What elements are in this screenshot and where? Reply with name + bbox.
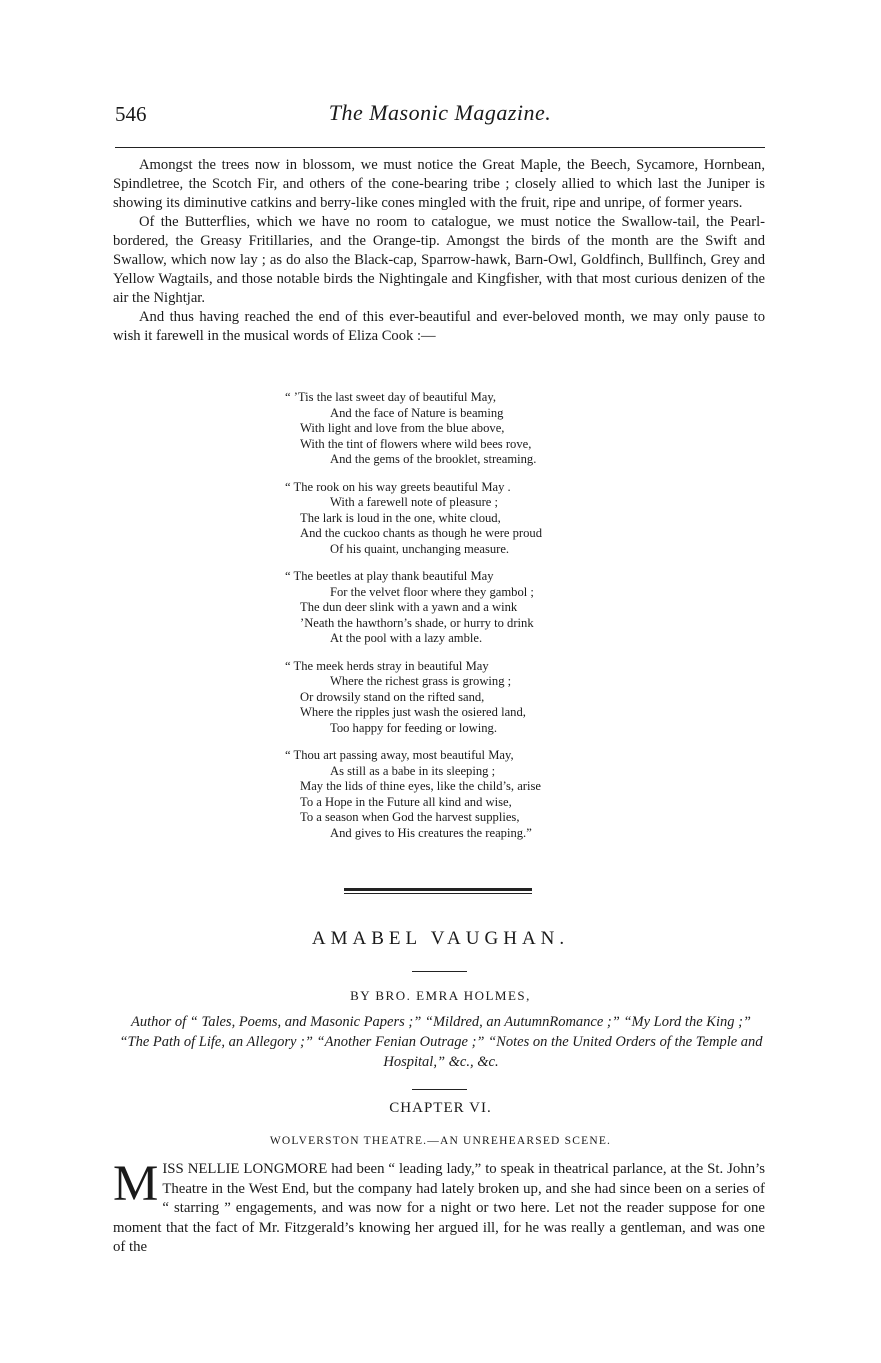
header-rule <box>115 147 765 148</box>
stanza <box>285 659 645 737</box>
author-credits: Author of “ Tales, Poems, and Masonic Papers ;” “Mildred, an AutumnRomance ;” “My Lord the King ;” “The Path of Life, an Allegory ;” “Another Fenian Outrage ;” “Notes on the United Orders of the Temple and Hospital,” &c., &c. <box>119 1014 763 1070</box>
poem-line: And the gems of the brooklet, streaming. <box>330 452 537 466</box>
page-number: 546 <box>115 102 147 126</box>
drop-cap: M <box>113 1156 159 1212</box>
poem-line: “ Thou art passing away, most beautiful May, <box>285 748 514 762</box>
stanza <box>285 748 645 841</box>
poem-line: Where the ripples just wash the osiered land, <box>300 705 526 719</box>
poem-line: The dun deer slink with a yawn and a wink <box>300 600 518 614</box>
paragraph: And thus having reached the end of this ever-beautiful and ever-beloved month, we may only pause to wish it farewell in the musical words of Eliza Cook :— <box>113 309 765 344</box>
poem-line: Of his quaint, unchanging measure. <box>330 541 510 556</box>
story-opening: ISS NELLIE LONGMORE had been “ leading lady,” to speak in theatrical parlance, at the St. John’s Theatre in the West End, but the company had lately broken up, and she had since been on a series of “ starring ” engagements, and was now for a night or two here. Let not the reader suppose for one moment that the fact of Mr. Fitzgerald’s knowing her argued ill, for he was really a gentleman, and was one of the <box>113 1161 765 1255</box>
intro-text <box>113 156 765 346</box>
poem-line: With a farewell note of pleasure ; <box>330 495 499 509</box>
poem-line: ’Neath the hawthorn’s shade, or hurry to drink <box>300 615 534 630</box>
story-text <box>113 1156 765 1258</box>
poem-line: And gives to His creatures the reaping.” <box>330 825 532 840</box>
page-header <box>115 100 765 136</box>
credits-rule <box>412 1089 467 1090</box>
poem-line: Too happy for feeding or lowing. <box>330 720 497 735</box>
poem-line: Where the richest grass is growing ; <box>330 674 512 688</box>
byline: BY BRO. EMRA HOLMES, <box>350 988 531 1003</box>
title-rule <box>412 971 467 972</box>
running-title: The Masonic Magazine. <box>328 100 552 125</box>
poem-line: As still as a babe in its sleeping ; <box>330 763 496 778</box>
poem-line: For the velvet floor where they gambol ; <box>330 584 534 599</box>
poem-line: “ The rook on his way greets beautiful May . <box>285 479 511 494</box>
poem-line: To a Hope in the Future all kind and wise, <box>300 794 512 809</box>
stanza <box>285 569 645 647</box>
chapter-subheading: WOLVERSTON THEATRE.—AN UNREHEARSED SCENE. <box>269 1135 612 1147</box>
poem-line: With light and love from the blue above, <box>300 421 505 435</box>
poem-line: Or drowsily stand on the rifted sand, <box>300 689 485 704</box>
story-title: AMABEL VAUGHAN. <box>311 928 570 949</box>
poem-line: And the face of Nature is beaming <box>330 405 504 420</box>
poem-line: The lark is loud in the one, white cloud, <box>300 510 501 525</box>
section-divider <box>344 888 532 894</box>
poem <box>285 390 645 853</box>
poem-line: “ The beetles at play thank beautiful May <box>285 569 494 583</box>
stanza <box>285 480 645 558</box>
poem-line: With the tint of flowers where wild bees rove, <box>300 436 532 451</box>
poem-line: At the pool with a lazy amble. <box>330 631 483 645</box>
poem-line: “ ’Tis the last sweet day of beautiful May, <box>285 390 497 404</box>
poem-line: To a season when God the harvest supplies, <box>300 810 520 824</box>
stanza <box>285 390 645 468</box>
poem-line: May the lids of thine eyes, like the child’s, arise <box>300 779 541 793</box>
paragraph: Amongst the trees now in blossom, we must notice the Great Maple, the Beech, Sycamore, Hornbean, Spindletree, the Scotch Fir, and others of the cone-bearing tribe ; closely allied to which last the Juniper is showing its diminutive catkins and berry-like cones mingled with the fruit, ripe and unripe, of former years. <box>113 157 765 211</box>
poem-line: “ The meek herds stray in beautiful May <box>285 658 489 673</box>
paragraph: Of the Butterflies, which we have no room to catalogue, we must notice the Swallow-tail, the Pearl-bordered, the Greasy Fritillaries, and the Orange-tip. Amongst the birds of the month are the Swift and Swallow, which now lay ; as do also the Black-cap, Sparrow-hawk, Barn-Owl, Goldfinch, Bullfinch, Grey and Yellow Wagtails, and those notable birds the Nightingale and Kingfisher, with that most curious denizen of the air the Nightjar. <box>113 214 765 306</box>
poem-line: And the cuckoo chants as though he were proud <box>300 526 543 540</box>
paragraph <box>113 1156 765 1258</box>
chapter-heading: CHAPTER VI. <box>389 1100 492 1116</box>
